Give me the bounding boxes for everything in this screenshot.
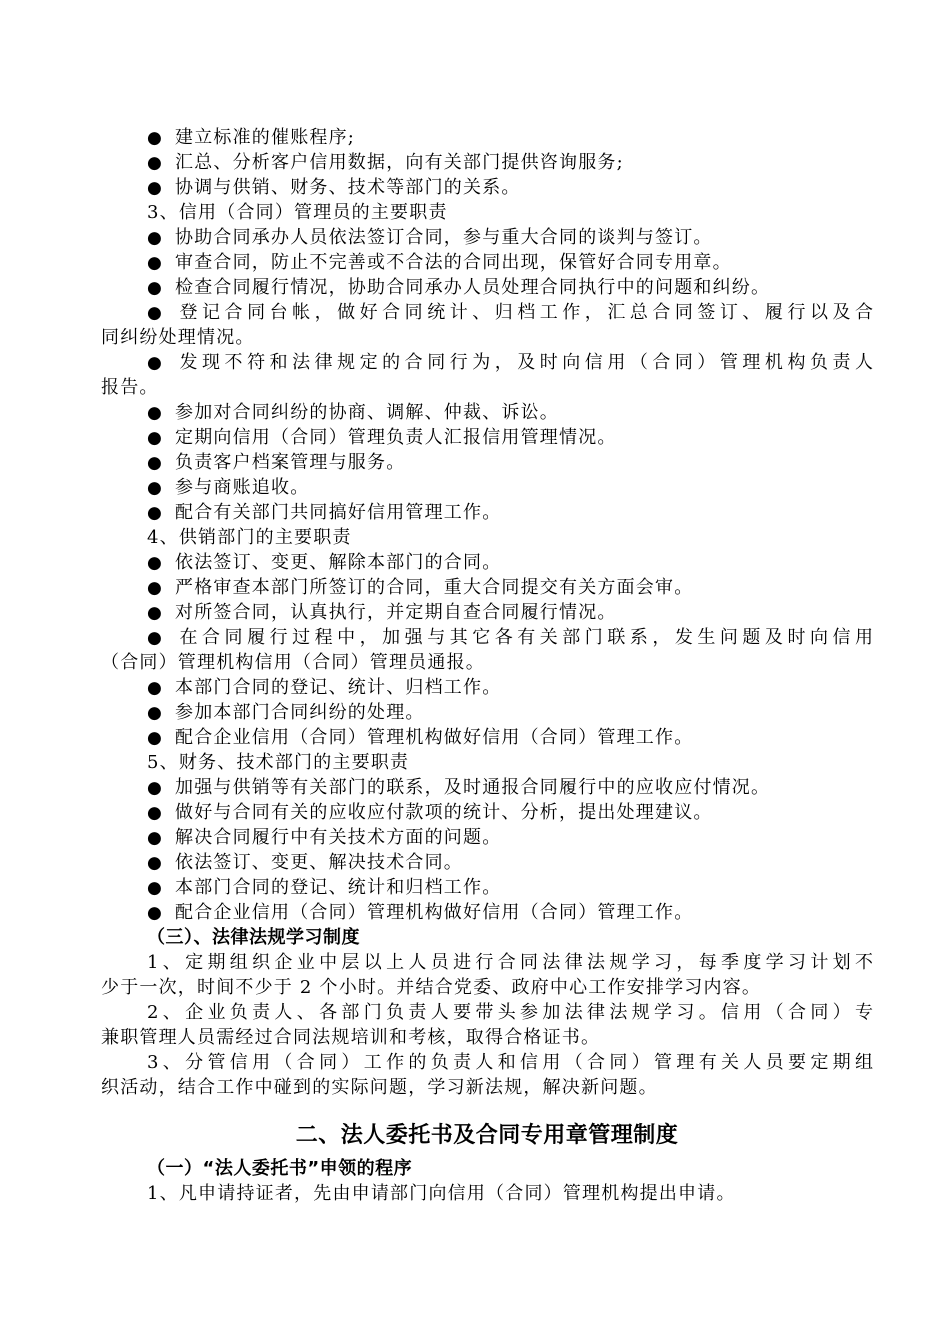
bullet-icon: ● — [147, 253, 164, 273]
document-body — [101, 125, 873, 1206]
bullet-item: ● 参加本部门合同纠纷的处理。 — [101, 700, 873, 725]
bullet-item: ● 协调与供销、财务、技术等部门的关系。 — [101, 175, 873, 200]
bullet-icon: ● — [147, 678, 164, 698]
bullet-icon: ● — [147, 278, 164, 298]
bullet-icon: ● — [147, 878, 164, 898]
bullet-item: ● 对所签合同，认真执行，并定期自查合同履行情况。 — [101, 600, 873, 625]
paragraph-continuation: 同纠纷处理情况。 — [101, 327, 255, 348]
bullet-item: ● 汇总、分析客户信用数据，向有关部门提供咨询服务; — [101, 150, 873, 175]
bullet-item: ● 负责客户档案管理与服务。 — [101, 450, 873, 475]
bullet-item: ● 配合企业信用（合同）管理机构做好信用（合同）管理工作。 — [101, 725, 873, 750]
bullet-item: ● 本部门合同的登记、统计和归档工作。 — [101, 875, 873, 900]
paragraph-line: 4、供销部门的主要职责 — [147, 527, 352, 548]
bullet-icon: ● — [147, 628, 162, 648]
bullet-icon: ● — [147, 453, 164, 473]
bullet-icon: ● — [147, 828, 164, 848]
bullet-icon: ● — [147, 428, 164, 448]
bullet-icon: ● — [147, 128, 164, 148]
paragraph-line: 3、分管信用（合同）工作的负责人和信用（合同）管理有关人员要定期组 — [147, 1052, 873, 1073]
bullet-icon: ● — [147, 178, 164, 198]
paragraph-line: 1、定期组织企业中层以上人员进行合同法律法规学习，每季度学习计划不 — [147, 952, 873, 973]
bullet-icon: ● — [147, 728, 164, 748]
bullet-item: ● 在合同履行过程中，加强与其它各有关部门联系，发生问题及时向信用 — [101, 625, 873, 650]
bullet-icon: ● — [147, 553, 164, 573]
paragraph-continuation: 报告。 — [101, 377, 159, 398]
bullet-icon: ● — [147, 478, 164, 498]
bullet-item: ● 参加对合同纠纷的协商、调解、仲裁、诉讼。 — [101, 400, 873, 425]
bullet-item: ● 严格审查本部门所签订的合同，重大合同提交有关方面会审。 — [101, 575, 873, 600]
bullet-item: ● 登记合同台帐，做好合同统计、归档工作，汇总合同签订、履行以及合 — [101, 300, 873, 325]
bullet-item: ● 依法签订、变更、解除本部门的合同。 — [101, 550, 873, 575]
paragraph-continuation: （合同）管理机构信用（合同）管理员通报。 — [101, 652, 485, 673]
bullet-icon: ● — [147, 403, 164, 423]
bullet-icon: ● — [147, 353, 162, 373]
bullet-item: ● 解决合同履行中有关技术方面的问题。 — [101, 825, 873, 850]
bullet-item: ● 依法签订、变更、解决技术合同。 — [101, 850, 873, 875]
bullet-item: ● 协助合同承办人员依法签订合同，参与重大合同的谈判与签订。 — [101, 225, 873, 250]
bullet-item: ● 检查合同履行情况，协助合同承办人员处理合同执行中的问题和纠纷。 — [101, 275, 873, 300]
bullet-item: ● 审查合同，防止不完善或不合法的合同出现，保管好合同专用章。 — [101, 250, 873, 275]
paragraph-line: 3、信用（合同）管理员的主要职责 — [147, 202, 448, 223]
bullet-item: ● 本部门合同的登记、统计、归档工作。 — [101, 675, 873, 700]
bullet-icon: ● — [147, 803, 164, 823]
bullet-icon: ● — [147, 578, 164, 598]
bullet-item: ● 定期向信用（合同）管理负责人汇报信用管理情况。 — [101, 425, 873, 450]
bullet-icon: ● — [147, 303, 162, 323]
subsection-heading: （三）、法律法规学习制度 — [147, 927, 360, 948]
bullet-icon: ● — [147, 853, 164, 873]
paragraph-continuation: 少于一次，时间不少于 2 个小时。并结合党委、政府中心工作安排学习内容。 — [101, 977, 762, 998]
bullet-item: ● 配合企业信用（合同）管理机构做好信用（合同）管理工作。 — [101, 900, 873, 925]
section-heading: 二、法人委托书及合同专用章管理制度 — [295, 1123, 679, 1148]
bullet-icon: ● — [147, 503, 164, 523]
bullet-icon: ● — [147, 778, 164, 798]
paragraph-line: 5、财务、技术部门的主要职责 — [147, 752, 410, 773]
paragraph-line: 1、凡申请持证者，先由申请部门向信用（合同）管理机构提出申请。 — [147, 1183, 736, 1204]
subsection-heading: （一）“法人委托书”申领的程序 — [147, 1158, 413, 1179]
paragraph-line: 2、企业负责人、各部门负责人要带头参加法律法规学习。信用（合同）专 — [147, 1002, 873, 1023]
bullet-item: ● 参与商账追收。 — [101, 475, 873, 500]
bullet-icon: ● — [147, 603, 164, 623]
bullet-icon: ● — [147, 228, 164, 248]
paragraph-continuation: 织活动，结合工作中碰到的实际问题，学习新法规，解决新问题。 — [101, 1077, 658, 1098]
paragraph-continuation: 兼职管理人员需经过合同法规培训和考核，取得合格证书。 — [101, 1027, 601, 1048]
bullet-item: ● 配合有关部门共同搞好信用管理工作。 — [101, 500, 873, 525]
bullet-icon: ● — [147, 903, 164, 923]
bullet-icon: ● — [147, 153, 164, 173]
bullet-icon: ● — [147, 703, 164, 723]
bullet-item: ● 发现不符和法律规定的合同行为，及时向信用（合同）管理机构负责人 — [101, 350, 873, 375]
bullet-item: ● 建立标准的催账程序; — [101, 125, 873, 150]
bullet-item: ● 做好与合同有关的应收应付款项的统计、分析，提出处理建议。 — [101, 800, 873, 825]
bullet-item: ● 加强与供销等有关部门的联系，及时通报合同履行中的应收应付情况。 — [101, 775, 873, 800]
